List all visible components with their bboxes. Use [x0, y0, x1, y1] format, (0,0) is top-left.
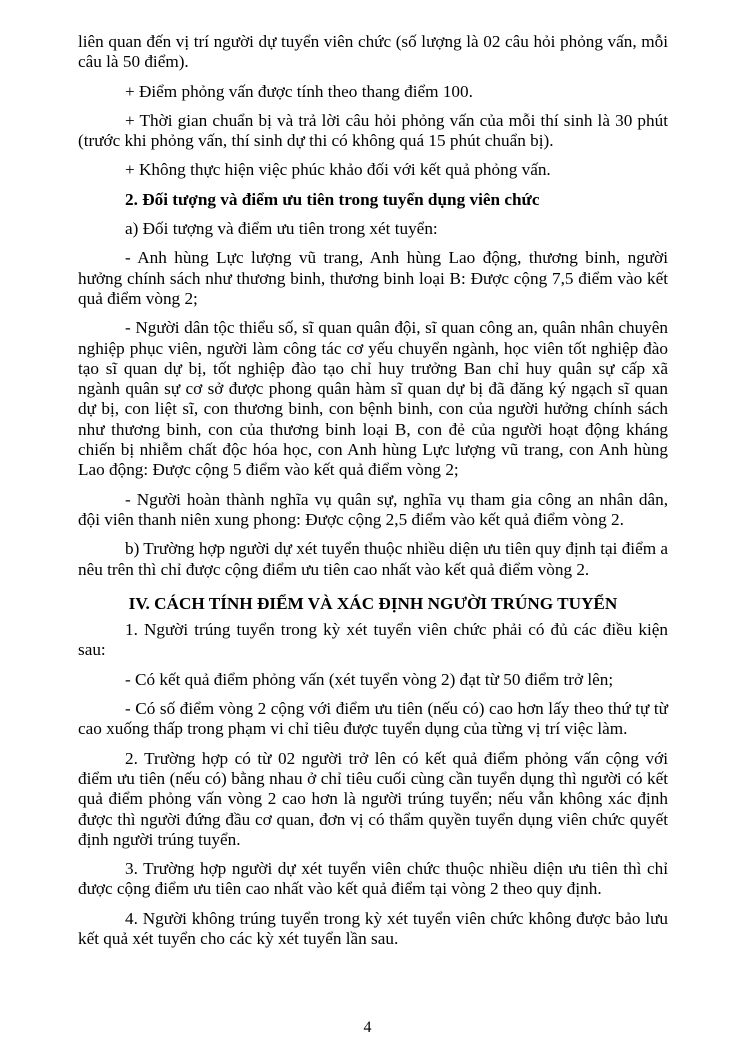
document-body [78, 32, 668, 958]
paragraph-condition-rank: - Có số điểm vòng 2 cộng với điểm ưu tiên (nếu có) cao hơn lấy theo thứ tự từ cao xuống thấp trong phạm vi chỉ tiêu được tuyển dụng của từng vị trí việc làm. [78, 699, 668, 739]
section-heading-priority: 2. Đối tượng và điểm ưu tiên trong tuyển dụng viên chức [125, 189, 540, 209]
paragraph-interview-time: + Thời gian chuẩn bị và trả lời câu hỏi phỏng vấn của mỗi thí sinh là 30 phút (trước khi phỏng vấn, thí sinh dự thi có không quá 15 phút chuẩn bị). [78, 110, 668, 151]
paragraph-priority-a: a) Đối tượng và điểm ưu tiên trong xét tuyển: [125, 219, 438, 239]
paragraph-continuation: liên quan đến vị trí người dự tuyển viên chức (số lượng là 02 câu hỏi phỏng vấn, mỗi câu là 50 điểm). [78, 32, 668, 72]
paragraph-no-reservation: 4. Người không trúng tuyển trong kỳ xét tuyển viên chức không được bảo lưu kết quả xét tuyển cho các kỳ xét tuyển lần sau. [78, 908, 668, 948]
paragraph-condition-score: - Có kết quả điểm phỏng vấn (xét tuyển vòng 2) đạt từ 50 điểm trở lên; [125, 669, 614, 689]
section-heading-iv: IV. CÁCH TÍNH ĐIỂM VÀ XÁC ĐỊNH NGƯỜI TRÚNG TUYỂN [128, 593, 618, 613]
paragraph-priority-5: - Người dân tộc thiểu số, sĩ quan quân đội, sĩ quan công an, quân nhân chuyên nghiệp phục viên, người làm công tác cơ yếu chuyển ngành, học viên tốt nghiệp đào tạo sĩ quan dự bị, tốt nghiệp đào tạo chỉ huy trưởng Ban chỉ huy quân sự cấp xã ngành quân sự cơ sở được phong quân hàm sĩ quan dự bị đã đăng ký ngạch sĩ quan dự bị, con liệt sĩ, con thương binh, con bệnh binh, con của người hưởng chính sách như thương binh, con của thương binh loại B, con đẻ của người hoạt động kháng chiến bị nhiễm chất độc hóa học, con Anh hùng Lực lượng vũ trang, con Anh hùng Lao động: Được cộng 5 điểm vào kết quả điểm vòng 2; [78, 318, 668, 480]
paragraph-interview-scale: + Điểm phỏng vấn được tính theo thang điểm 100. [125, 81, 473, 101]
paragraph-condition-1: 1. Người trúng tuyển trong kỳ xét tuyển viên chức phải có đủ các điều kiện sau: [78, 620, 668, 660]
paragraph-tie-break: 2. Trường hợp có từ 02 người trở lên có kết quả điểm phỏng vấn cộng với điểm ưu tiên (nếu có) bằng nhau ở chỉ tiêu cuối cùng cần tuyển dụng thì người có kết quả điểm phỏng vấn vòng 2 cao hơn là người trúng tuyển; nếu vẫn không xác định được thì người đứng đầu cơ quan, đơn vị có thẩm quyền tuyển dụng viên chức quyết định người trúng tuyển. [78, 748, 668, 849]
paragraph-priority-2-5: - Người hoàn thành nghĩa vụ quân sự, nghĩa vụ tham gia công an nhân dân, đội viên thanh niên xung phong: Được cộng 2,5 điểm vào kết quả điểm vòng 2. [78, 489, 668, 529]
page-number: 4 [363, 1019, 372, 1036]
paragraph-no-review: + Không thực hiện việc phúc khảo đối với kết quả phỏng vấn. [125, 160, 551, 180]
paragraph-priority-7-5: - Anh hùng Lực lượng vũ trang, Anh hùng Lao động, thương binh, người hưởng chính sách như thương binh, thương binh loại B: Được cộng 7,5 điểm vào kết quả điểm vòng 2; [78, 248, 668, 308]
paragraph-priority-b: b) Trường hợp người dự xét tuyển thuộc nhiều diện ưu tiên quy định tại điểm a nêu trên thì chỉ được cộng điểm ưu tiên cao nhất vào kết quả điểm vòng 2. [78, 539, 668, 579]
paragraph-multiple-priority: 3. Trường hợp người dự xét tuyển viên chức thuộc nhiều diện ưu tiên thì chỉ được cộng điểm ưu tiên cao nhất vào kết quả điểm tại vòng 2 theo quy định. [78, 859, 668, 899]
